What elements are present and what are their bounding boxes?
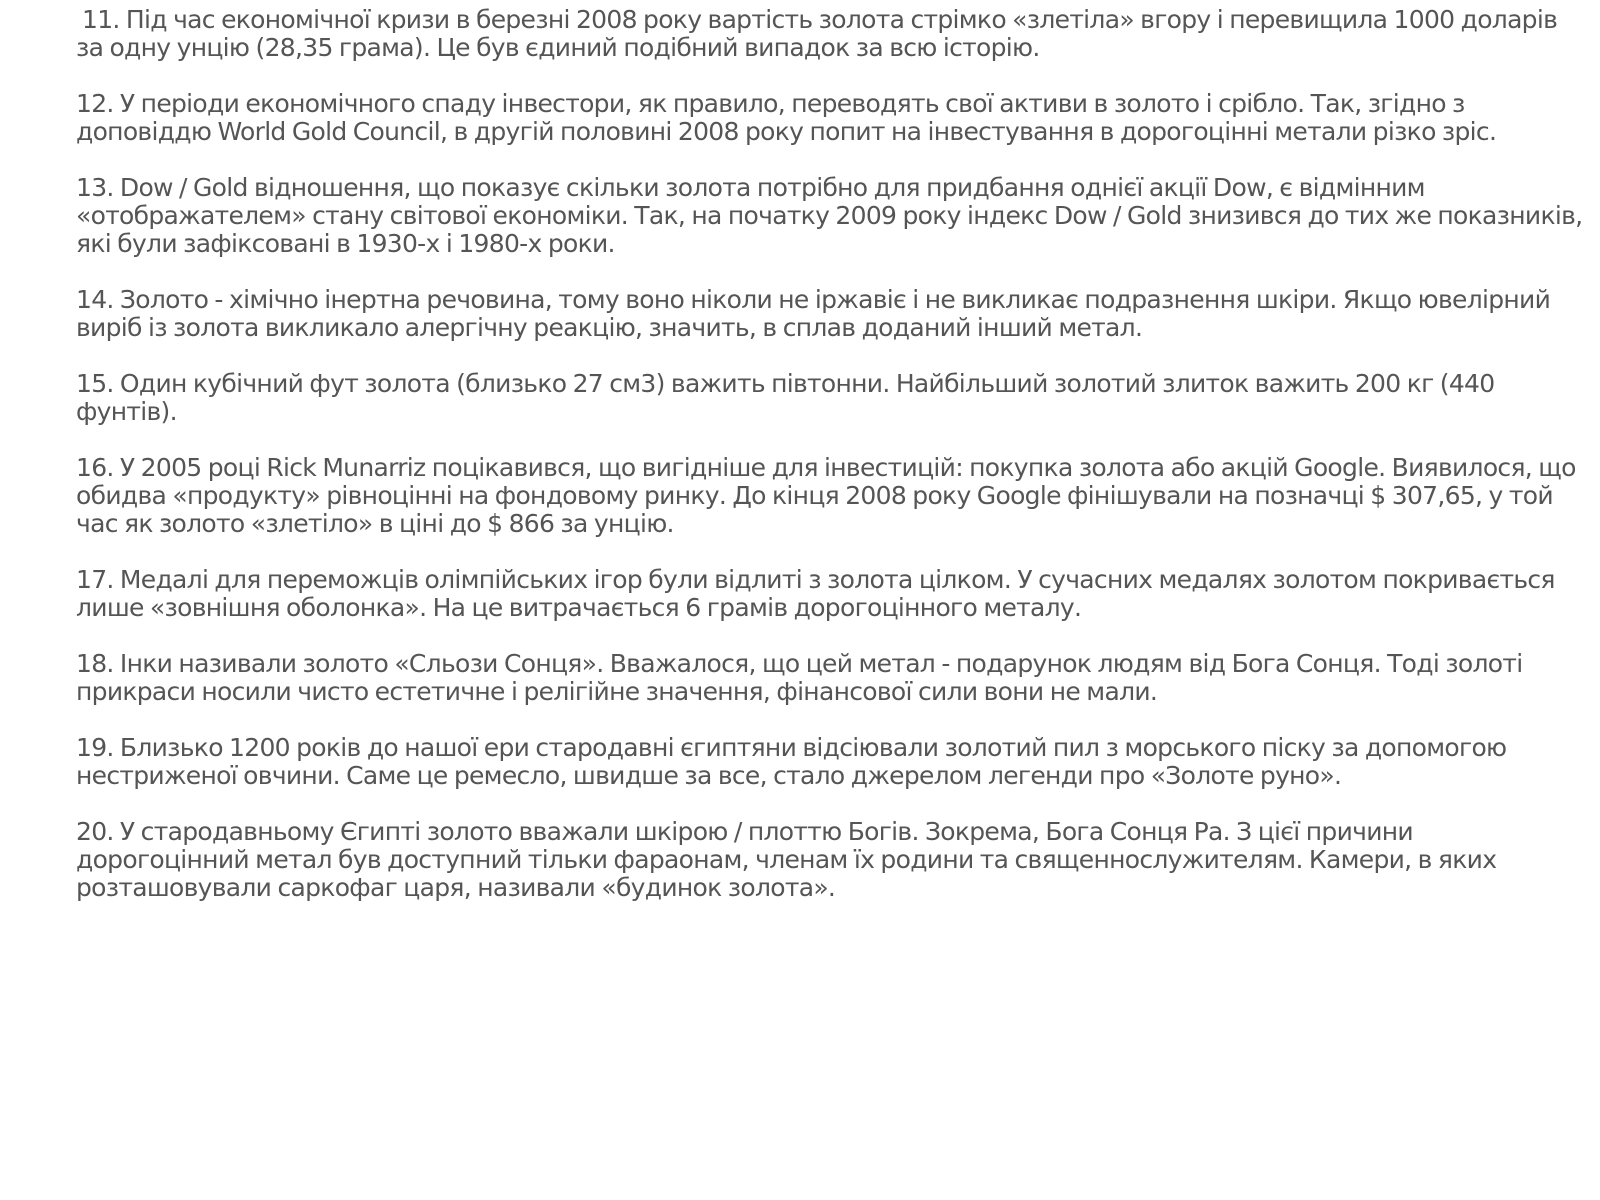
facts-list xyxy=(76,6,1586,930)
fact-18: 18. Інки називали золото «Сльози Сонця». Вважалося, що цей метал - подарунок людям від Бога Сонця. Тоді золоті прикраси носили чисто естетичне і релігійне значення, фінансової сили вони не мали. xyxy=(76,649,1523,706)
fact-12: 12. У періоди економічного спаду інвестори, як правило, переводять свої активи в золото і срібло. Так, згідно з доповіддю World Gold Council, в другій половині 2008 року попит на інвестування в дорогоцінні метали різко зріс. xyxy=(76,89,1497,146)
fact-17: 17. Медалі для переможців олімпійських ігор були відлиті з золота цілком. У сучасних медалях золотом покривається лише «зовнішня оболонка». На це витрачається 6 грамів дорогоцінного металу. xyxy=(76,565,1555,622)
fact-20: 20. У стародавньому Єгипті золото вважали шкірою / плоттю Богів. Зокрема, Бога Сонця Ра. З цієї причини дорогоцінний метал був доступний тільки фараонам, членам їх родини та священнослужителям. Камери, в яких розташовували саркофаг царя, називали «будинок золота». xyxy=(76,817,1497,902)
fact-11: 11. Під час економічної кризи в березні 2008 року вартість золота стрімко «злетіла» вгору і перевищила 1000 доларів за одну унцію (28,35 грама). Це був єдиний подібний випадок за всю історію. xyxy=(76,5,1558,62)
fact-15: 15. Один кубічний фут золота (близько 27 см3) важить півтонни. Найбільший золотий злиток важить 200 кг (440 фунтів). xyxy=(76,369,1495,426)
fact-19: 19. Близько 1200 років до нашої ери стародавні єгиптяни відсіювали золотий пил з морського піску за допомогою нестриженої овчини. Саме це ремесло, швидше за все, стало джерелом легенди про «Золоте руно». xyxy=(76,733,1507,790)
fact-14: 14. Золото - хімічно інертна речовина, тому воно ніколи не іржавіє і не викликає подразнення шкіри. Якщо ювелірний виріб із золота викликало алергічну реакцію, значить, в сплав доданий інший метал. xyxy=(76,285,1551,342)
fact-16: 16. У 2005 році Rick Munarriz поцікавився, що вигідніше для інвестицій: покупка золота або акцій Google. Виявилося, що обидва «продукту» рівноцінні на фондовому ринку. До кінця 2008 року Google фінішували на позначці $ 307,65, у той час як золото «злетіло» в ціні до $ 866 за унцію. xyxy=(76,453,1576,538)
fact-13: 13. Dow / Gold відношення, що показує скільки золота потрібно для придбання однієї акції Dow, є відмінним «отображателем» стану світової економіки. Так, на початку 2009 року індекс Dow / Gold знизився до тих же показників, які були зафіксовані в 1930-х і 1980-х роки. xyxy=(76,173,1583,258)
